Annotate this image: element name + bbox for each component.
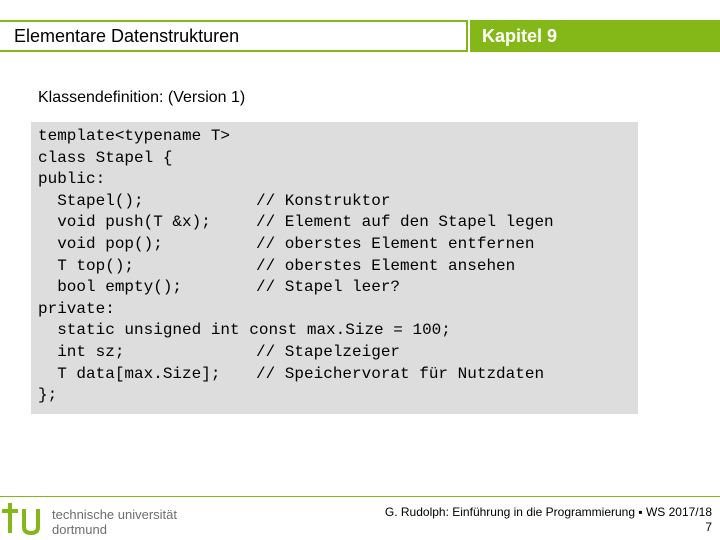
code-comment: // Speichervorat für Nutzdaten	[256, 364, 545, 383]
code-text: bool empty();	[38, 278, 183, 297]
code-text: class Stapel {	[38, 148, 173, 167]
slide-section-title: Elementare Datenstrukturen	[14, 26, 240, 46]
code-text: static unsigned int const max.Size = 100;	[38, 321, 451, 340]
university-name	[52, 507, 177, 537]
page-number: 7	[705, 520, 712, 534]
code-block	[38, 126, 554, 407]
code-comment: // Stapelzeiger	[256, 342, 401, 361]
code-text: };	[38, 386, 58, 405]
code-line	[38, 234, 535, 256]
code-line	[38, 342, 451, 364]
code-text: private:	[38, 299, 115, 318]
code-comment: // oberstes Element ansehen	[256, 256, 516, 275]
code-comment: // Element auf den Stapel legen	[256, 213, 554, 232]
code-text: template<typename T>	[38, 127, 231, 145]
footer-credit-text: G. Rudolph: Einführung in die Programmierung ▪ WS 2017/18	[384, 505, 712, 519]
chapter-label: Kapitel 9	[482, 26, 558, 46]
code-text: void pop();	[38, 234, 163, 253]
code-line	[38, 191, 451, 213]
footer-credit	[385, 505, 712, 535]
code-text: Stapel();	[38, 191, 144, 210]
code-text: int sz;	[38, 342, 125, 361]
code-comment: // Konstruktor	[256, 191, 391, 210]
tu-logo-icon	[2, 503, 48, 537]
code-line	[38, 385, 451, 407]
code-line	[38, 299, 451, 321]
code-line	[38, 212, 554, 234]
code-line	[38, 256, 516, 278]
code-line	[38, 126, 451, 148]
code-line	[38, 320, 451, 342]
code-line	[38, 169, 451, 191]
footer-divider	[0, 496, 720, 497]
code-text: T data[max.Size];	[38, 364, 221, 383]
university-name-line1: technische universität	[52, 507, 178, 522]
slide-heading: Klassendefinition: (Version 1)	[38, 89, 246, 106]
code-line	[38, 148, 451, 170]
university-name-line2: dortmund	[52, 522, 107, 537]
code-line	[38, 277, 451, 299]
code-comment: // oberstes Element entfernen	[256, 234, 535, 253]
code-text: T top();	[38, 256, 135, 275]
code-line	[38, 364, 545, 386]
code-comment: // Stapel leer?	[256, 278, 401, 297]
code-text: void push(T &x);	[38, 213, 211, 232]
code-text: public:	[38, 170, 106, 189]
